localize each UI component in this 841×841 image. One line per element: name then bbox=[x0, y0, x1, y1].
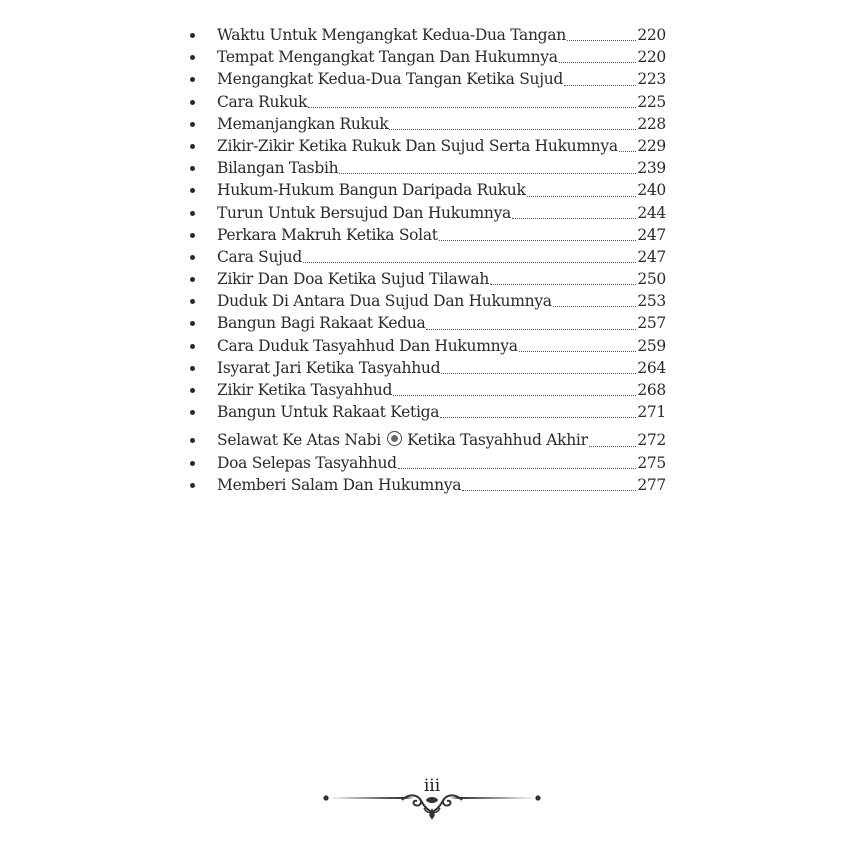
bullet-icon bbox=[190, 366, 195, 371]
toc-entry-page: 247 bbox=[637, 247, 666, 266]
toc-entry-title: Turun Untuk Bersujud Dan Hukumnya bbox=[217, 203, 511, 222]
toc-entry[interactable] bbox=[190, 401, 666, 423]
toc-entry-title: Cara Rukuk bbox=[217, 92, 308, 111]
bullet-icon bbox=[190, 299, 195, 304]
toc-entry-title: Isyarat Jari Ketika Tasyahhud bbox=[217, 358, 441, 377]
dot-leader bbox=[619, 150, 636, 152]
toc-entry-title: Zikir Dan Doa Ketika Sujud Tilawah bbox=[217, 270, 490, 289]
bullet-icon bbox=[190, 438, 195, 443]
toc-entry-title: Hukum-Hukum Bangun Daripada Rukuk bbox=[217, 181, 526, 200]
toc-entry-page: 239 bbox=[637, 159, 666, 178]
toc-entry-title: Mengangkat Kedua-Dua Tangan Ketika Sujud bbox=[217, 70, 564, 89]
toc-entry-page: 275 bbox=[637, 453, 666, 472]
bullet-icon bbox=[190, 100, 195, 105]
toc-entry[interactable] bbox=[190, 135, 666, 157]
bullet-icon bbox=[190, 277, 195, 282]
toc-entry[interactable] bbox=[190, 246, 666, 268]
toc-entry-title-part: Ketika Tasyahhud Akhir bbox=[407, 431, 588, 450]
toc-entry-page: 257 bbox=[637, 314, 666, 333]
bullet-icon bbox=[190, 461, 195, 466]
dot-leader bbox=[490, 283, 636, 285]
dot-leader bbox=[439, 239, 637, 241]
toc-entry-page: 223 bbox=[637, 70, 666, 89]
toc-entry-title: Perkara Makruh Ketika Solat bbox=[217, 225, 438, 244]
toc-entry-page: 277 bbox=[637, 475, 666, 494]
toc-entry[interactable] bbox=[190, 224, 666, 246]
dot-leader bbox=[564, 84, 636, 86]
dot-leader bbox=[589, 445, 637, 447]
toc-entry-title: Bilangan Tasbih bbox=[217, 159, 339, 178]
toc-entry[interactable] bbox=[190, 68, 666, 90]
toc-entry-page: 250 bbox=[637, 270, 666, 289]
dot-leader bbox=[462, 489, 636, 491]
dot-leader bbox=[441, 372, 636, 374]
toc-entry-title: Tempat Mengangkat Tangan Dan Hukumnya bbox=[217, 48, 558, 67]
bullet-icon bbox=[190, 344, 195, 349]
toc-entry-page: 247 bbox=[637, 225, 666, 244]
toc-entry[interactable] bbox=[190, 24, 666, 46]
dot-leader bbox=[339, 172, 636, 174]
toc-entry-title: Bangun Bagi Rakaat Kedua bbox=[217, 314, 426, 333]
toc-entry[interactable] bbox=[190, 357, 666, 379]
toc-entry[interactable] bbox=[190, 113, 666, 135]
dot-leader bbox=[398, 467, 637, 469]
page-footer bbox=[320, 776, 544, 822]
bullet-icon bbox=[190, 211, 195, 216]
toc-entry[interactable] bbox=[190, 46, 666, 68]
toc-entry[interactable] bbox=[190, 290, 666, 312]
toc-entry-title: Zikir-Zikir Ketika Rukuk Dan Sujud Serta Hukumnya bbox=[217, 136, 618, 155]
toc-entry[interactable] bbox=[190, 379, 666, 401]
dot-leader bbox=[393, 394, 636, 396]
toc-entry-title: Waktu Untuk Mengangkat Kedua-Dua Tangan bbox=[217, 26, 566, 44]
dot-leader bbox=[303, 261, 636, 263]
bullet-icon bbox=[190, 77, 195, 82]
dot-leader bbox=[440, 416, 636, 418]
toc-entry-page: 225 bbox=[637, 92, 666, 111]
toc-entry[interactable] bbox=[190, 335, 666, 357]
dot-leader bbox=[559, 61, 637, 63]
dot-leader bbox=[519, 350, 637, 352]
bullet-icon bbox=[190, 233, 195, 238]
toc-entry[interactable] bbox=[190, 91, 666, 113]
toc-entry[interactable] bbox=[190, 202, 666, 224]
toc-entry[interactable] bbox=[190, 157, 666, 179]
toc-entry-page: 253 bbox=[637, 292, 666, 311]
toc-entry[interactable] bbox=[190, 474, 666, 496]
bullet-icon bbox=[190, 33, 195, 38]
dot-leader bbox=[527, 195, 637, 197]
dot-leader bbox=[553, 305, 637, 307]
bullet-icon bbox=[190, 321, 195, 326]
dot-leader bbox=[308, 106, 636, 108]
toc-entry-page: 244 bbox=[637, 203, 666, 222]
toc-entry-page: 271 bbox=[637, 403, 666, 422]
toc-entry-title: Cara Duduk Tasyahhud Dan Hukumnya bbox=[217, 336, 518, 355]
bullet-icon bbox=[190, 122, 195, 127]
bullet-icon bbox=[190, 144, 195, 149]
dot-leader bbox=[426, 328, 636, 330]
toc-entry-title: Cara Sujud bbox=[217, 247, 302, 266]
toc-entry-title: Memanjangkan Rukuk bbox=[217, 114, 389, 133]
toc-entry[interactable] bbox=[190, 268, 666, 290]
toc-entry-title-part: Selawat Ke Atas Nabi bbox=[217, 431, 381, 450]
table-of-contents bbox=[190, 24, 666, 496]
toc-entry-page: 220 bbox=[637, 26, 666, 44]
scroll-ornament-icon bbox=[320, 786, 544, 822]
bullet-icon bbox=[190, 55, 195, 60]
toc-entry[interactable] bbox=[190, 429, 666, 451]
page-number: iii bbox=[423, 776, 441, 796]
toc-entry-title: Memberi Salam Dan Hukumnya bbox=[217, 475, 462, 494]
dot-leader bbox=[512, 217, 636, 219]
salawat-glyph-icon bbox=[387, 431, 402, 446]
dot-leader bbox=[567, 39, 636, 41]
toc-entry-title: Doa Selepas Tasyahhud bbox=[217, 453, 397, 472]
bullet-icon bbox=[190, 188, 195, 193]
toc-entry[interactable] bbox=[190, 452, 666, 474]
toc-entry-page: 220 bbox=[637, 48, 666, 67]
toc-entry[interactable] bbox=[190, 312, 666, 334]
toc-entry-page: 259 bbox=[637, 336, 666, 355]
toc-entry-page: 272 bbox=[637, 431, 666, 450]
toc-entry-page: 240 bbox=[637, 181, 666, 200]
dot-leader bbox=[389, 128, 636, 130]
toc-entry-title: Zikir Ketika Tasyahhud bbox=[217, 381, 393, 399]
bullet-icon bbox=[190, 388, 195, 393]
toc-entry-page: 268 bbox=[637, 381, 666, 399]
toc-entry-page: 264 bbox=[637, 358, 666, 377]
toc-entry-page: 228 bbox=[637, 114, 666, 133]
bullet-icon bbox=[190, 166, 195, 171]
bullet-icon bbox=[190, 255, 195, 260]
toc-entry-page: 229 bbox=[637, 136, 666, 155]
toc-entry-title: Duduk Di Antara Dua Sujud Dan Hukumnya bbox=[217, 292, 552, 311]
toc-entry-title: Bangun Untuk Rakaat Ketiga bbox=[217, 403, 440, 422]
toc-entry-title bbox=[217, 429, 588, 451]
bullet-icon bbox=[190, 410, 195, 415]
bullet-icon bbox=[190, 483, 195, 488]
toc-entry[interactable] bbox=[190, 179, 666, 201]
